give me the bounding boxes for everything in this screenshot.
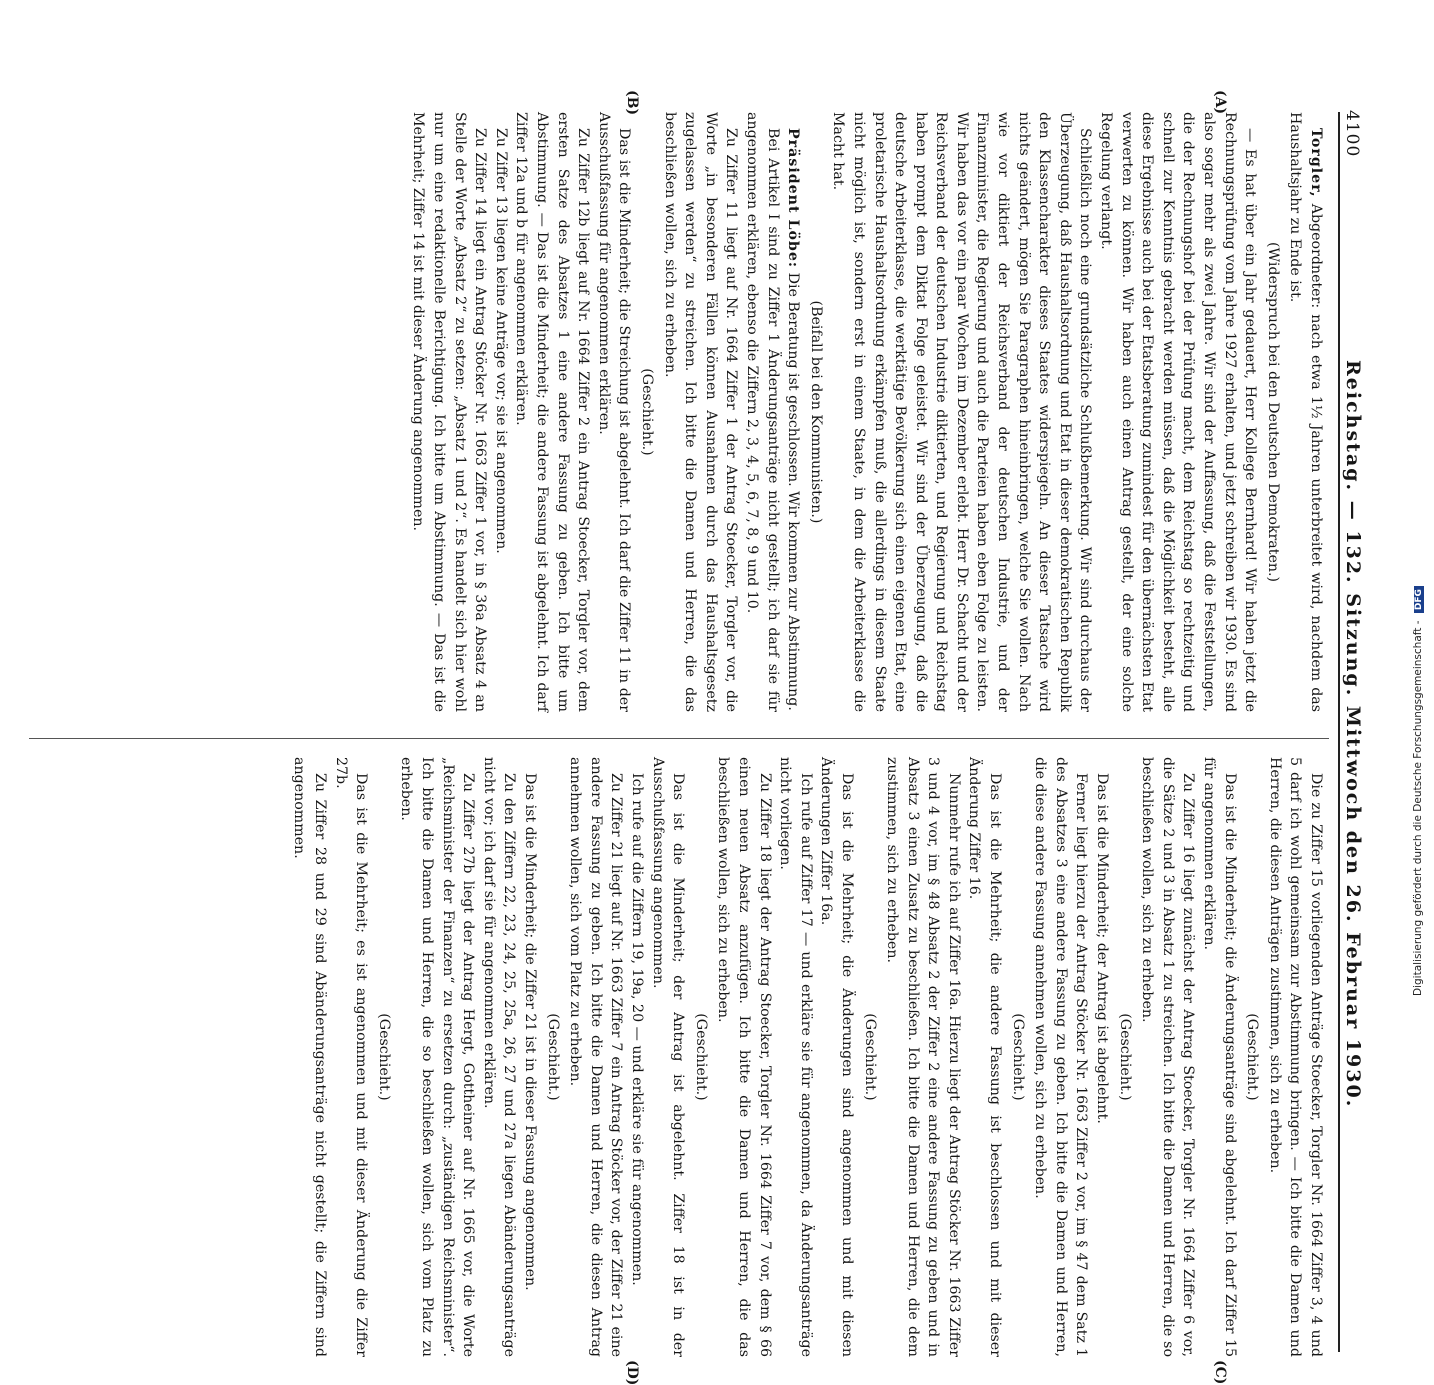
paragraph-text: Zu den Ziffern 22, 23, 24, 25, 25a, 26, 27 und 27a liegen Abänderungsanträge nicht vor; ich darf sie für angenommen erklären.: [480, 757, 518, 1357]
paragraph: [408, 112, 490, 712]
paragraph: [330, 757, 371, 1357]
paragraph-text: (Geschieht.): [639, 368, 655, 456]
paragraph: [565, 757, 627, 1357]
paragraph: [828, 112, 1096, 712]
stage-direction: [805, 112, 826, 712]
paragraph-text: Ferner liegt hierzu der Antrag Stöcker Nr. 1663 Ziffer 2 vor, im § 47 dem Satz 1 des Absatzes 3 eine andere Fassung zu geben. Ich bitte die Damen und Herren, die diese andere Fassung annehmen wollen, sich zu erheben.: [1032, 757, 1090, 1357]
stage-direction: [636, 112, 657, 712]
paragraph: [647, 757, 688, 1357]
paragraph: [1264, 757, 1326, 1357]
paragraph: [519, 757, 540, 1357]
paragraph: [659, 112, 741, 712]
margin-marker-d: (D): [624, 1360, 640, 1385]
paragraph-text: (Geschieht.): [375, 1013, 392, 1101]
paragraph-text: Das ist die Minderheit; die Ziffer 21 ist in dieser Fassung angenommen.: [522, 773, 539, 1291]
column-divider: [29, 738, 1329, 739]
page-number: 4100: [1342, 110, 1362, 158]
paragraph-text: Zu Ziffer 16 liegt zunächst der Antrag Stoecker, Torgler Nr. 1664 Ziffer 6 vor, die Sätze 2 und 3 in Absatz 1 zu streichen. Ich bitte die Damen und Herren, die so beschließen wollen, sich zu erheben.: [1139, 757, 1197, 1357]
stage-direction: [1262, 112, 1283, 712]
left-text-column: [26, 112, 1326, 712]
paragraph-text: Zu Ziffer 28 und 29 sind Abänderungsanträge nicht gestellt; die Ziffern sind angenommen.: [291, 757, 329, 1357]
speaker-name: Torgler,: [1308, 128, 1324, 198]
paragraph: [783, 112, 804, 712]
paragraph: [1030, 757, 1092, 1357]
header-rule: [1338, 112, 1340, 1352]
speaker-name: Präsident Löbe:: [785, 128, 802, 269]
paragraph-text: Bei Artikel I sind zu Ziffer 1 Änderungsanträge nicht gestellt; ich darf sie für angenommen erklären, ebenso die Ziffern 2, 3, 4, 5, 6, 7, 8, 9 und 10.: [743, 112, 781, 712]
paragraph: [1095, 112, 1260, 712]
paragraph-text: nach etwa 1½ Jahren unterbreitet wird, nachdem das Haushaltsjahr zu Ende ist.: [1287, 112, 1324, 713]
paragraph-text: Das ist die Minderheit; die Änderungsanträge sind abgelehnt. Ich darf Ziffer 15 für angenommen erklären.: [1201, 757, 1238, 1357]
paragraph-text: Zu Ziffer 11 liegt auf Nr. 1664 Ziffer 1 der Antrag Stoecker, Torgler vor, die Worte „in besonderen Fällen können Ausnahmen durch das Haushaltsgesetz zugelassen werden“ zu streichen. Ich bitte die Damen und Herren, die das beschließen wollen, sich zu erheben.: [661, 112, 740, 712]
paragraph: [1285, 112, 1326, 712]
paragraph: [626, 757, 647, 1357]
paragraph-text: Nunmehr rufe ich auf Ziffer 16a. Hierzu liegt der Antrag Stöcker Nr. 1663 Ziffer 3 und 4 vor, im § 48 Absatz 2 der Ziffer 2 eine andere Fassung zu geben und in Absatz 3 einen Zusatz zu beschließen. Ich bitte die Damen und Herren, die dem zustimmen, sich zu erheben.: [884, 757, 962, 1357]
paragraph-text: Ich rufe auf die Ziffern 19, 19a, 20 — und erkläre sie für angenommen.: [629, 773, 645, 1286]
paragraph: [816, 757, 857, 1357]
paragraph: [478, 757, 519, 1357]
speaker-note: Abgeordneter:: [1308, 203, 1324, 309]
paragraph-text: Ich rufe auf Ziffer 17 — und erkläre sie für angenommen, da Änderungsanträge nicht vorliegen.: [777, 757, 814, 1357]
paragraph: [1198, 757, 1239, 1357]
paragraph-text: Zu Ziffer 13 liegen keine Anträge vor; sie ist angenommen.: [492, 128, 509, 554]
paragraph-text: Zu Ziffer 21 liegt auf Nr. 1663 Ziffer 7 ein Antrag Stöcker vor, der Ziffer 21 eine andere Fassung zu geben. Ich bitte die Damen und Herren, die diesen Antrag annehmen wollen, sich vom Platz zu erheben.: [567, 757, 625, 1357]
paragraph: [882, 757, 964, 1357]
dfg-logo: DFG: [1414, 586, 1424, 613]
paragraph-text: Das ist die Mehrheit; die andere Fassung ist beschlossen und mit dieser Änderung Ziffer 16.: [966, 757, 1004, 1357]
credit-text: Digitalisierung gefördert durch die Deutsche Forschungsgemeinschaft -: [1412, 620, 1424, 996]
paragraph-text: Zu Ziffer 12b liegt auf Nr. 1664 Ziffer 2 ein Antrag Stoecker, Torgler vor, dem ersten Satze des Absatzes 1 eine andere Fassung zu geben. Ich bitte um Abstimmung. — Das ist die Minderheit; die andere Fassung ist abgelehnt. Ich darf Ziffer 12a und b für angenommen erklären.: [513, 112, 592, 712]
margin-marker-c: (C): [1212, 1360, 1228, 1385]
paragraph-text: Zu Ziffer 27b liegt der Antrag Hergt, Gottheiner auf Nr. 1665 vor, die Worte „Reichsminister der Finanzen“ zu ersetzen durch: „zuständigen Reichsminister“. Ich bitte die Damen und Herren, die so beschließen wollen, sich vom Platz zu erheben.: [398, 757, 477, 1357]
stage-direction: [690, 757, 711, 1357]
paragraph-text: (Beifall bei den Kommunisten.): [807, 300, 824, 524]
paragraph-text: (Geschieht.): [1244, 1013, 1261, 1101]
paragraph-text: (Geschieht.): [692, 1013, 709, 1101]
paragraph-text: Das ist die Minderheit; der Antrag ist abgelehnt.: [1094, 773, 1111, 1124]
paragraph-text: (Geschieht.): [544, 1013, 561, 1101]
paragraph: [396, 757, 478, 1357]
paragraph-text: Zu Ziffer 18 liegt der Antrag Stoecker, Torgler Nr. 1664 Ziffer 7 vor, dem § 66 einen neuen Absatz anzufügen. Ich bitte die Damen und Herren, die das beschließen wollen, sich zu erheben.: [715, 757, 773, 1357]
paragraph-text: Das ist die Minderheit; der Antrag ist abgelehnt. Ziffer 18 ist in der Ausschußfassung angenommen.: [649, 757, 687, 1357]
stage-direction: [859, 757, 880, 1357]
digitization-credit: [1412, 0, 1430, 996]
paragraph: [289, 757, 330, 1357]
stage-direction: [1114, 757, 1135, 1357]
paragraph: [775, 757, 816, 1357]
paragraph-text: Die zu Ziffer 15 vorliegenden Anträge Stoecker, Torgler Nr. 1664 Ziffer 3, 4 und 5 darf ich wohl gemeinsam zur Abstimmung bringen. — Ich bitte die Damen und Herren, die diesen Anträgen zustimmen, sich zu erheben.: [1266, 757, 1324, 1357]
paragraph: [741, 112, 782, 712]
margin-marker-b: (B): [624, 90, 640, 116]
stage-direction: [373, 757, 394, 1357]
paragraph-text: Schließlich noch eine grundsätzliche Schlußbemerkung. Wir sind durchaus der Überzeugung, daß Haushaltsordnung und Etat in dieser demokratischen Republik den Klassencharakter dieses Staates widerspiegeln. An dieser Tatsache wird nichts geändert, mögen Sie Paragraphen hineinbringen, welche Sie wollen. Nach wie vor diktiert der Reichsverband der deutschen Industrie, und der Finanzminister, die Regierung und auch die Parteien haben eben Folge zu leisten. Wir haben das vor ein paar Wochen im Dezember erlebt. Herr Dr. Schacht und der Reichsverband der deutschen Industrie diktierten, und Regierung und Reichstag haben prompt dem Diktat Folge geleistet. Wir sind der Überzeugung, daß die deutsche Arbeiterklasse, die werktätige Bevölkerung sich einen eigenen Etat, eine proletarische Haushaltsordnung erkämpfen muß, die allerdings in diesem Staate nicht möglich ist, sondern erst in einem Staate, in dem die Arbeiterklasse die Macht hat.: [830, 112, 1094, 712]
margin-marker-a: (A): [1212, 90, 1228, 115]
paragraph-text: Das ist die Minderheit; die Streichung ist abgelehnt. Ich darf die Ziffer 11 in der Ausschußfassung für angenommen erklären.: [595, 112, 633, 712]
paragraph: [1137, 757, 1199, 1357]
paragraph-text: Das ist die Mehrheit; es ist angenommen und mit dieser Änderung die Ziffer 27b.: [332, 757, 370, 1357]
stage-direction: [542, 757, 563, 1357]
paragraph: [490, 112, 511, 712]
paragraph-text: (Geschieht.): [1009, 1013, 1026, 1101]
paragraph-text: Die Beratung ist geschlossen. Wir kommen zur Abstimmung.: [785, 272, 802, 711]
stage-direction: [1007, 757, 1028, 1357]
paragraph: [1091, 757, 1112, 1357]
paragraph-text: (Widerspruch bei den Deutschen Demokraten.): [1264, 241, 1281, 583]
paragraph: [511, 112, 593, 712]
paragraph-text: (Geschieht.): [861, 1013, 878, 1101]
paragraph: [713, 757, 775, 1357]
paragraph: [964, 757, 1005, 1357]
right-text-column: [26, 757, 1326, 1357]
paragraph-text: Das ist die Mehrheit; die Änderungen sind angenommen und mit diesen Änderungen Ziffer 16a.: [818, 757, 855, 1357]
paragraph-text: (Geschieht.): [1116, 1013, 1133, 1101]
page-title: Reichstag. — 132. Sitzung. Mittwoch den 26. Februar 1930.: [1342, 360, 1364, 1109]
paragraph-text: — Es hat über ein Jahr gedauert, Herr Kollege Bernhard! Wir haben jetzt die Rechnungsprüfung vom Jahre 1927 erhalten, und jetzt schreiben wir 1930. Es sind also sogar mehr als zwei Jahre. Wir sind der Auffassung, daß die Feststellungen, die der Rechnungshof bei der Prüfung macht, dem Reichstag so rechtzeitig und schnell zur Kenntnis gebracht werden müssen, daß die Möglichkeit besteht, alle diese Ergebnisse auch bei der Etatsberatung zumindest für den übernächsten Etat verwerten zu können. Wir haben auch einen Antrag gestellt, der eine solche Regelung verlangt.: [1098, 112, 1259, 712]
paragraph: [593, 112, 634, 712]
stage-direction: [1242, 757, 1263, 1357]
paragraph-text: Zu Ziffer 14 liegt ein Antrag Stöcker Nr. 1663 Ziffer 1 vor, in § 36a Absatz 4 an Stelle der Worte „Absatz 2“ zu setzen: „Absatz 1 und 2“. Es handelt sich hier wohl nur um eine redaktionelle Berichtigung. Ich bitte um Abstimmung. — Das ist die Mehrheit; Ziffer 14 ist mit dieser Änderung angenommen.: [410, 112, 489, 712]
